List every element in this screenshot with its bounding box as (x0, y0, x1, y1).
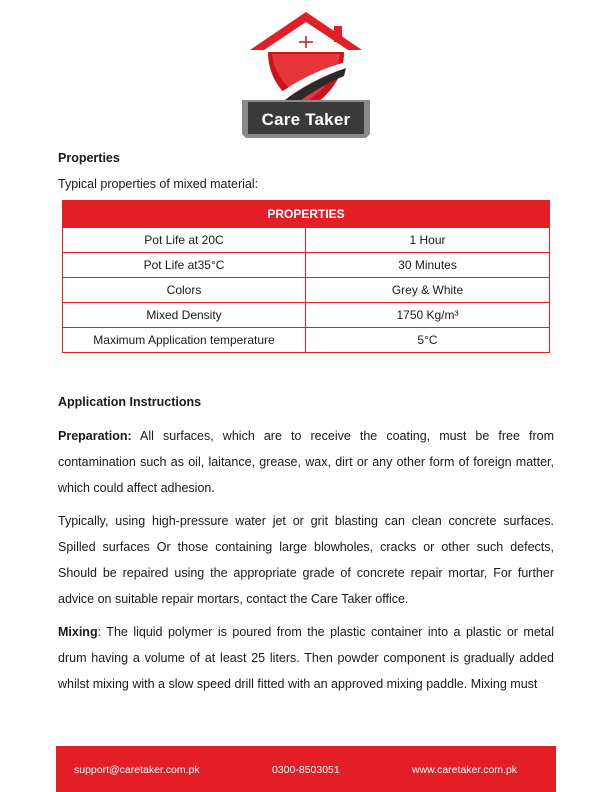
properties-table (62, 200, 550, 353)
application-heading: Application Instructions (58, 395, 202, 409)
care-taker-logo (238, 10, 374, 138)
table-row (63, 228, 550, 253)
property-value: Grey & White (306, 278, 550, 303)
table-row (63, 303, 550, 328)
preparation-paragraph (58, 423, 554, 501)
property-value: 5°C (306, 328, 550, 353)
mixing-label: Mixing (58, 625, 98, 639)
footer-bar (56, 746, 556, 792)
property-label: Mixed Density (63, 303, 306, 328)
cleaning-paragraph: Typically, using high-pressure water jet or grit blasting can clean concrete surfaces. Spilled surfaces Or those containing large blowholes, cracks or other such defects, Should be repaired using the appropriate grade of concrete repair mortar, For further advice on suitable repair mortars, contact the Care Taker office. (58, 514, 554, 606)
property-label: Maximum Application temperature (63, 328, 306, 353)
mixing-paragraph (58, 619, 554, 697)
property-label: Pot Life at35°C (63, 253, 306, 278)
property-label: Pot Life at 20C (63, 228, 306, 253)
property-value: 30 Minutes (306, 253, 550, 278)
property-value: 1 Hour (306, 228, 550, 253)
mixing-text: : The liquid polymer is poured from the plastic container into a plastic or metal drum having a volume of at least 25 liters. Then powder component is gradually added whilst mixing with a slow speed drill fitted with an approved mixing paddle. Mixing must (58, 625, 554, 691)
properties-intro: Typical properties of mixed material: (58, 177, 259, 191)
footer-email[interactable]: support@caretaker.com.pk (74, 764, 200, 776)
table-row (63, 278, 550, 303)
property-label: Colors (63, 278, 306, 303)
table-header-row (63, 201, 550, 228)
table-row (63, 328, 550, 353)
preparation-text: All surfaces, which are to receive the coating, must be free from contamination such as oil, laitance, grease, wax, dirt or any other form of foreign matter, which could affect adhesion. (58, 429, 554, 495)
table-row (63, 253, 550, 278)
table-header: PROPERTIES (63, 201, 550, 228)
properties-heading: Properties (58, 151, 120, 165)
footer-website[interactable]: www.caretaker.com.pk (412, 764, 518, 776)
footer-phone[interactable]: 0300-8503051 (272, 764, 340, 776)
preparation-label: Preparation: (58, 429, 132, 443)
property-value: 1750 Kg/m³ (306, 303, 550, 328)
brand-name: Care Taker (261, 110, 351, 129)
